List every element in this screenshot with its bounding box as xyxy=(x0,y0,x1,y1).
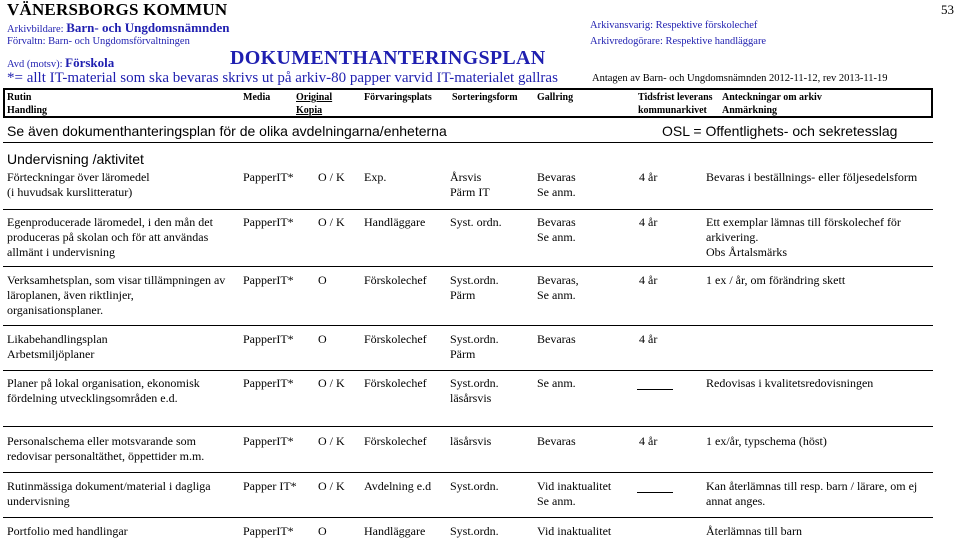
cell-gallring xyxy=(537,434,576,449)
cell-sortering xyxy=(450,524,499,539)
handling-line: (i huvudsak kurslitteratur) xyxy=(7,185,133,199)
sortering-line: Årsvis xyxy=(450,170,482,184)
arkivbildare-value: Barn- och Ungdomsnämnden xyxy=(66,20,230,35)
gallring-line: Se anm. xyxy=(537,494,576,508)
cell-sortering xyxy=(450,434,491,449)
avdelning-label: Avd (motsv): xyxy=(7,59,63,70)
arkivbildare xyxy=(7,20,229,36)
osl-note: OSL = Offentlighets- och sekretesslag xyxy=(662,123,898,139)
anm-line: 1 ex / år, om förändring skett xyxy=(706,273,846,287)
sortering-line: Syst.ordn. xyxy=(450,273,499,287)
it-material-note: *= allt IT-material som ska bevaras skrivs ut på arkiv-80 papper varvid IT-materialet gallras xyxy=(7,70,558,86)
cell-gallring xyxy=(537,524,611,539)
cell-forvaring: Förskolechef xyxy=(364,376,427,390)
col-tidsfrist: Tidsfrist leverans xyxy=(638,92,713,103)
arkivredogorare: Arkivredogörare: Respektive handläggare xyxy=(590,36,767,47)
cell-gallring xyxy=(537,376,576,391)
cell-anm xyxy=(706,434,827,449)
gallring-line: Vid inaktualitet xyxy=(537,524,612,538)
cell-tidsfrist: 4 år xyxy=(639,434,658,448)
col-rutin: Rutin xyxy=(7,92,32,103)
cell-forvaring: Exp. xyxy=(364,170,387,184)
cell-forvaring: Handläggare xyxy=(364,524,426,538)
sortering-line: Pärm xyxy=(450,288,476,302)
cell-anm xyxy=(706,273,845,288)
cell-media: PapperIT* xyxy=(243,434,294,448)
sortering-line: läsårsvis xyxy=(450,391,492,405)
col-tidsfrist-sub: kommunarkivet xyxy=(638,105,707,116)
cell-anm xyxy=(706,215,901,260)
cell-media: PapperIT* xyxy=(243,332,294,346)
cell-handling xyxy=(7,376,200,406)
cell-handling xyxy=(7,524,128,539)
blank-tidsfrist-line xyxy=(637,492,673,493)
handling-line: Portfolio med handlingar xyxy=(7,524,128,538)
handling-line: Förteckningar över läromedel xyxy=(7,170,150,184)
col-media: Media xyxy=(243,92,271,103)
anm-line: annat anges. xyxy=(706,494,766,508)
sortering-line: Syst.ordn. xyxy=(450,479,499,493)
cell-anm xyxy=(706,170,917,185)
gallring-line: Bevaras xyxy=(537,434,576,448)
gallring-line: Se anm. xyxy=(537,376,576,390)
col-anteckningar: Anteckningar om arkiv xyxy=(722,92,822,103)
handling-line: Arbetsmiljöplaner xyxy=(7,347,95,361)
anm-line: Ett exemplar lämnas till förskolechef för xyxy=(706,215,901,229)
organization-name: VÄNERSBORGS KOMMUN xyxy=(7,0,228,19)
avdelning xyxy=(7,55,114,71)
handling-line: fördelning utvecklingsområden e.d. xyxy=(7,391,178,405)
cell-media: PapperIT* xyxy=(243,215,294,229)
cell-original: O / K xyxy=(318,479,345,493)
handling-line: Personalschema eller motsvarande som xyxy=(7,434,196,448)
cell-sortering xyxy=(450,273,499,303)
see-also-note: Se även dokumenthanteringsplan för de olika avdelningarna/enheterna xyxy=(7,123,447,139)
forvaltning: Förvaltn: Barn- och Ungdomsförvaltningen xyxy=(7,36,190,47)
avdelning-value: Förskola xyxy=(65,55,115,70)
handling-line: läroplanen, även riktlinjer, xyxy=(7,288,134,302)
cell-sortering xyxy=(450,215,502,230)
anm-line: 1 ex/år, typschema (höst) xyxy=(706,434,827,448)
cell-media: PapperIT* xyxy=(243,170,294,184)
row-divider xyxy=(3,472,933,473)
cell-original: O xyxy=(318,524,327,538)
sortering-line: Syst.ordn. xyxy=(450,376,499,390)
cell-handling xyxy=(7,215,213,260)
cell-original: O / K xyxy=(318,215,345,229)
cell-sortering xyxy=(450,479,499,494)
cell-original: O / K xyxy=(318,170,345,184)
section-title: Undervisning /aktivitet xyxy=(7,151,144,167)
anm-line: Obs Årtalsmärks xyxy=(706,245,787,259)
anm-line: Kan återlämnas till resp. barn / lärare, om ej xyxy=(706,479,918,493)
sortering-line: läsårsvis xyxy=(450,434,492,448)
cell-media: Papper IT* xyxy=(243,479,297,493)
anm-line: arkivering. xyxy=(706,230,759,244)
cell-forvaring: Förskolechef xyxy=(364,332,427,346)
sortering-line: Pärm IT xyxy=(450,185,490,199)
row-divider xyxy=(3,370,933,371)
anm-line: Redovisas i kvalitetsredovisningen xyxy=(706,376,874,390)
gallring-line: Bevaras, xyxy=(537,273,579,287)
cell-anm xyxy=(706,376,873,391)
cell-gallring xyxy=(537,273,579,303)
cell-forvaring: Förskolechef xyxy=(364,273,427,287)
col-kopia: Kopia xyxy=(296,105,323,116)
cell-media: PapperIT* xyxy=(243,273,294,287)
cell-handling xyxy=(7,479,211,509)
cell-gallring xyxy=(537,215,576,245)
cell-tidsfrist: 4 år xyxy=(639,332,658,346)
cell-anm xyxy=(706,479,917,509)
handling-line: undervisning xyxy=(7,494,70,508)
gallring-line: Se anm. xyxy=(537,185,576,199)
gallring-line: Se anm. xyxy=(537,288,576,302)
row-divider xyxy=(3,426,933,427)
blank-tidsfrist-line xyxy=(637,389,673,390)
handling-line: organisationsplaner. xyxy=(7,303,104,317)
cell-handling xyxy=(7,332,108,362)
gallring-line: Se anm. xyxy=(537,230,576,244)
cell-gallring xyxy=(537,479,611,509)
handling-line: Planer på lokal organisation, ekonomisk xyxy=(7,376,200,390)
cell-original: O / K xyxy=(318,376,345,390)
antagen-info: Antagen av Barn- och Ungdomsnämnden 2012-11-12, rev 2013-11-19 xyxy=(592,73,888,84)
sortering-line: Syst. ordn. xyxy=(450,215,502,229)
cell-handling xyxy=(7,273,225,318)
cell-sortering xyxy=(450,332,499,362)
cell-original: O xyxy=(318,332,327,346)
row-divider xyxy=(3,517,933,518)
col-forvaringsplats: Förvaringsplats xyxy=(364,92,432,103)
cell-original: O xyxy=(318,273,327,287)
arkivbildare-label: Arkivbildare: xyxy=(7,24,64,35)
cell-gallring xyxy=(537,170,576,200)
cell-tidsfrist: 4 år xyxy=(639,273,658,287)
divider xyxy=(3,142,933,143)
gallring-line: Bevaras xyxy=(537,215,576,229)
cell-sortering xyxy=(450,170,490,200)
gallring-line: Vid inaktualitet xyxy=(537,479,612,493)
sortering-line: Syst.ordn. xyxy=(450,332,499,346)
handling-line: Egenproducerade läromedel, i den mån det xyxy=(7,215,213,229)
cell-handling xyxy=(7,170,150,200)
arkivansvarig: Arkivansvarig: Respektive förskolechef xyxy=(590,20,758,31)
sortering-line: Pärm xyxy=(450,347,476,361)
cell-media: PapperIT* xyxy=(243,376,294,390)
anm-line: Bevaras i beställnings- eller följesedelsform xyxy=(706,170,918,184)
cell-anm xyxy=(706,524,802,539)
handling-line: Likabehandlingsplan xyxy=(7,332,108,346)
document-title: DOKUMENTHANTERINGSPLAN xyxy=(230,47,546,69)
cell-tidsfrist: 4 år xyxy=(639,170,658,184)
gallring-line: Bevaras xyxy=(537,170,576,184)
cell-tidsfrist: 4 år xyxy=(639,215,658,229)
handling-line: allmänt i undervisning xyxy=(7,245,115,259)
col-anmarkning: Anmärkning xyxy=(722,105,778,116)
cell-gallring xyxy=(537,332,576,347)
cell-forvaring: Handläggare xyxy=(364,215,426,229)
col-handling: Handling xyxy=(7,105,48,116)
handling-line: Verksamhetsplan, som visar tillämpningen av xyxy=(7,273,226,287)
handling-line: redovisar personaltäthet, öppettider m.m. xyxy=(7,449,205,463)
row-divider xyxy=(3,325,933,326)
cell-forvaring: Förskolechef xyxy=(364,434,427,448)
sortering-line: Syst.ordn. xyxy=(450,524,499,538)
gallring-line: Bevaras xyxy=(537,332,576,346)
col-sorteringsform: Sorteringsform xyxy=(452,92,518,103)
cell-forvaring: Avdelning e.d xyxy=(364,479,432,493)
row-divider xyxy=(3,209,933,210)
col-original: Original xyxy=(296,92,333,103)
cell-sortering xyxy=(450,376,499,406)
handling-line: Rutinmässiga dokument/material i dagliga xyxy=(7,479,211,493)
handling-line: produceras på skolan och för att användas xyxy=(7,230,209,244)
cell-original: O / K xyxy=(318,434,345,448)
cell-handling xyxy=(7,434,204,464)
cell-media: PapperIT* xyxy=(243,524,294,538)
row-divider xyxy=(3,266,933,267)
col-gallring: Gallring xyxy=(537,92,574,103)
page-number: 53 xyxy=(941,2,954,17)
anm-line: Återlämnas till barn xyxy=(706,524,802,538)
